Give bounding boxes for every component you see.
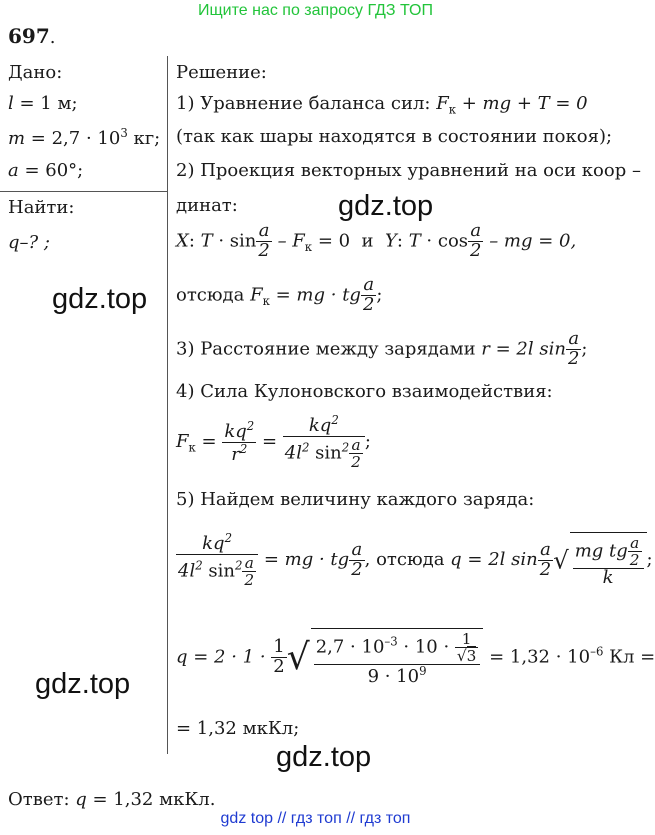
eq-charge-frac1-num: [176, 532, 258, 554]
step-3-frac-num: a: [568, 328, 580, 349]
eq-charge-4l: 4l: [178, 560, 196, 582]
eq-coulomb-rsq: 2: [239, 441, 248, 456]
eq-calc-e2: 9: [419, 664, 427, 679]
step-3-math: r = 2l sin: [481, 338, 566, 360]
eq-coulomb-frac2-den: [283, 436, 365, 470]
step-1-rest: + mg + T = 0: [456, 93, 588, 114]
problem-number-value: 697: [8, 24, 50, 48]
find-label: Найти:: [8, 197, 75, 218]
eq-charge-root-den: k: [573, 568, 644, 588]
eq-Y: Y: [385, 230, 397, 252]
eq-coulomb-sin: sin: [309, 442, 342, 464]
vertical-divider: [167, 56, 168, 754]
eq-calc-root-num: [314, 631, 481, 664]
eq-charge-root-inner-num: a: [630, 534, 640, 552]
eq-Y-frac: [468, 222, 483, 261]
eq-X-frac-den: 2: [258, 239, 270, 261]
given-a-symbol: a: [8, 160, 19, 181]
eq-calc-e1: –3: [384, 634, 398, 649]
given-m-unit: кг;: [127, 128, 161, 149]
eq-calc-root: [311, 628, 484, 687]
eq-charge-sq: 2: [224, 531, 232, 545]
given-m-symbol: m: [8, 128, 26, 149]
eq-coulomb-sinsq: 2: [341, 440, 350, 455]
watermark-gdz-4: gdz.top: [276, 741, 372, 773]
eq-calc-e3: –6: [590, 644, 604, 659]
eq-coulomb-end: ;: [364, 431, 371, 452]
given-l-symbol: l: [8, 93, 14, 114]
eq-calc-half-den: 2: [273, 656, 285, 677]
eq-coulomb-F: F: [176, 431, 189, 452]
eq-coulomb-eq: =: [195, 431, 223, 452]
top-watermark: Ищите нас по запросу ГДЗ ТОП: [198, 2, 433, 19]
step-1-text: 1) Уравнение баланса сил:: [176, 93, 437, 114]
eq-charge-frac1-den: [176, 554, 258, 588]
eq-calc-lhs: q = 2 · 1 ·: [176, 646, 272, 668]
eq-coulomb-frac1: [222, 420, 256, 465]
eq-charge-end: ;: [646, 549, 653, 570]
eq-and: и: [361, 230, 374, 252]
answer-value: = 1,32 мкКл.: [86, 789, 216, 810]
eq-charge-otsyuda: , отсюда: [364, 549, 451, 570]
eq-charge-root: [570, 532, 647, 588]
eq-charge-sinsq: 2: [234, 558, 243, 573]
eq-charge-frac3-den: 2: [539, 558, 552, 580]
eq-force-k: к: [262, 293, 270, 308]
watermark-gdz-3: gdz.top: [35, 668, 131, 700]
eq-calc-num1: 2,7 · 10: [315, 636, 385, 658]
eq-calc-inv-den: √3: [456, 647, 477, 666]
eq-calc-inv-num: 1: [461, 630, 472, 648]
eq-charge-frac2-den: 2: [351, 558, 363, 580]
eq-projections: [176, 222, 576, 261]
given-m: [8, 126, 160, 149]
eq-Y-cos: · cos: [420, 230, 469, 252]
eq-X-frac: [256, 222, 271, 261]
eq-X: X: [176, 230, 189, 252]
eq-coulomb-inner-num: a: [351, 435, 361, 454]
eq-calc-unit: Кл =: [603, 646, 655, 668]
eq-charge-frac1: [176, 532, 258, 588]
eq-calc-root-frac: [314, 631, 481, 687]
step-1b: (так как шары находятся в состоянии покоя);: [176, 126, 613, 147]
eq-charge-frac2-num: a: [351, 538, 363, 560]
answer-q: q: [75, 789, 87, 810]
eq-Y-rest: – mg = 0,: [483, 230, 577, 252]
eq-charge-inner-num: a: [244, 553, 254, 572]
eq-coulomb-kq: kq: [224, 420, 247, 442]
eq-coulomb-kq2: kq: [308, 415, 332, 436]
find-value: q–? ;: [8, 232, 50, 253]
eq-X-F: – F: [271, 230, 305, 252]
eq-charge-sin: sin: [202, 560, 235, 582]
eq-force-frac-num: a: [363, 274, 375, 295]
step-3-end: ;: [581, 338, 588, 360]
eq-calc-sqrt3: 3: [466, 647, 477, 666]
eq-calc-2: = 1,32 мкКл;: [176, 718, 300, 739]
eq-force-frac: [361, 276, 376, 315]
eq-charge-q: q = 2l sin: [450, 549, 538, 570]
eq-charge-mgtg: mg tg: [574, 540, 628, 562]
watermark-gdz-2: gdz.top: [52, 283, 148, 315]
eq-coulomb-sq: 2: [246, 418, 255, 433]
step-3-text: 3) Расстояние между зарядами: [176, 338, 482, 360]
given-l-value: = 1 м;: [13, 93, 78, 114]
given-a: [8, 160, 83, 181]
step-1: [176, 93, 588, 117]
answer: [8, 789, 215, 810]
eq-calc-inv-sqrt3: [455, 631, 478, 664]
answer-label: Ответ:: [8, 789, 76, 810]
eq-X-frac-num: a: [258, 220, 270, 241]
step-5: 5) Найдем величину каждого заряда:: [176, 489, 535, 510]
eq-X-k: к: [304, 239, 313, 254]
eq-coulomb: [176, 414, 371, 470]
eq-coulomb-frac1-num: [222, 420, 256, 442]
solution-label: Решение:: [176, 62, 267, 83]
eq-coulomb-r: r: [231, 443, 240, 465]
bottom-watermark: gdz top // гдз топ // гдз топ: [220, 810, 411, 827]
eq-Y-T: T: [408, 230, 421, 252]
step-1-F: F: [436, 93, 449, 114]
eq-calc-res: = 1,32 · 10: [483, 646, 591, 668]
eq-charge-inner-frac: [242, 555, 256, 588]
eq-calc: [176, 628, 655, 687]
eq-coulomb-frac1-den: [222, 442, 256, 465]
eq-X-colon: :: [188, 230, 201, 252]
given-label: Дано:: [8, 62, 63, 83]
step-2b: динат:: [176, 195, 238, 216]
eq-Y-frac-num: a: [470, 220, 482, 241]
eq-charge-frac2: [349, 538, 364, 580]
eq-X-sin: · sin: [212, 230, 257, 252]
step-4: 4) Сила Кулоновского взаимодействия:: [176, 381, 553, 402]
step-3: [176, 330, 587, 369]
eq-calc-half: [271, 638, 286, 677]
eq-charge-frac3-num: a: [540, 538, 551, 560]
eq-X-zero: = 0: [312, 230, 351, 252]
eq-coulomb-k: к: [188, 440, 196, 455]
eq-charge-frac3: [538, 538, 553, 580]
sqrt-big-icon: √: [286, 637, 310, 678]
eq-coulomb-4l: 4l: [284, 442, 302, 464]
step-2a: 2) Проекция векторных уравнений на оси коор –: [176, 160, 641, 181]
watermark-gdz-1: gdz.top: [338, 190, 434, 222]
given-m-value: = 2,7 · 10: [25, 128, 121, 149]
eq-coulomb-frac2-num: [283, 414, 365, 436]
eq-charge-root-inner-den: 2: [629, 551, 640, 570]
eq-force: [176, 276, 382, 315]
given-a-value: = 60°;: [18, 160, 84, 181]
step-3-frac-den: 2: [567, 347, 580, 369]
eq-charge-kq: kq: [202, 533, 225, 554]
eq-coulomb-eq2: =: [256, 431, 283, 452]
eq-charge-root-inner: [628, 535, 642, 568]
eq-coulomb-lsq: 2: [301, 440, 310, 455]
given-m-exp: 3: [120, 126, 128, 140]
eq-calc-num2: · 10 ·: [397, 636, 455, 658]
problem-number: [8, 24, 55, 48]
step-1-k: к: [448, 102, 456, 117]
eq-force-rest: = mg · tg: [269, 284, 361, 306]
eq-X-T: T: [200, 230, 213, 252]
given-l: [8, 93, 78, 114]
eq-coulomb-inner-frac: [349, 437, 363, 470]
eq-charge-root-num: [573, 535, 644, 568]
eq-calc-half-num: 1: [273, 636, 285, 658]
step-3-frac: [566, 330, 581, 369]
eq-coulomb-inner-den: 2: [351, 452, 361, 471]
eq-Y-colon: :: [396, 230, 409, 252]
eq-calc-den: 9 · 10: [367, 666, 420, 688]
eq-force-F: F: [250, 284, 263, 306]
eq-charge-lsq: 2: [195, 558, 203, 573]
eq-charge-root-frac: [573, 535, 644, 588]
eq-charge-mid: = mg · tg: [258, 549, 350, 570]
eq-coulomb-frac2: [283, 414, 365, 470]
sqrt-icon: √: [553, 545, 569, 575]
eq-coulomb-sq2: 2: [331, 413, 339, 427]
eq-Y-frac-den: 2: [470, 239, 482, 261]
eq-charge: [176, 532, 653, 588]
eq-force-prefix: отсюда: [176, 284, 251, 306]
given-divider: [0, 191, 167, 192]
eq-force-end: ;: [376, 284, 383, 306]
problem-number-dot: .: [49, 27, 56, 48]
eq-force-frac-den: 2: [362, 293, 375, 315]
eq-calc-root-den: [314, 664, 481, 687]
eq-charge-inner-den: 2: [244, 570, 255, 589]
